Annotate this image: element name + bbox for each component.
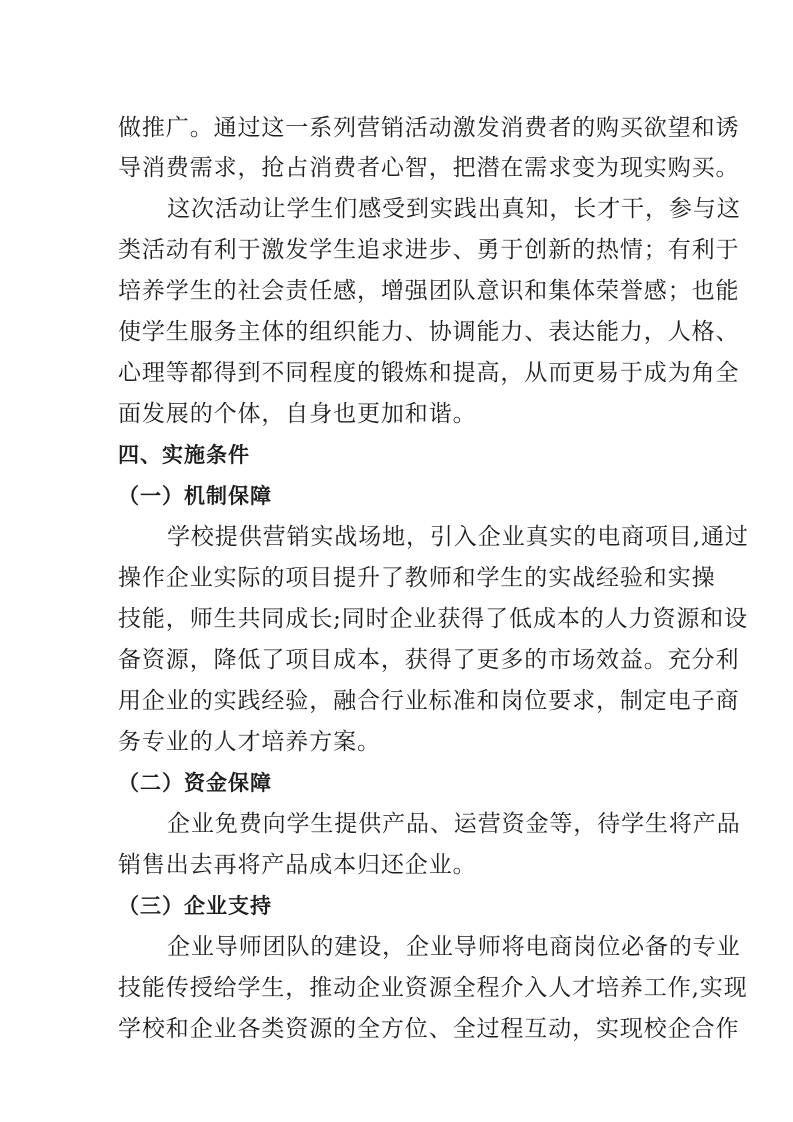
text-line: 使学生服务主体的组织能力、协调能力、表达能力，人格、	[118, 319, 740, 345]
subsection-heading: （二）资金保障	[118, 771, 272, 795]
text-line: 导消费需求，抢占消费者心智，把潜在需求变为现实购买。	[118, 155, 740, 181]
text-line: 企业导师团队的建设，企业导师将电商岗位必备的专业	[167, 934, 741, 960]
text-line: 这次活动让学生们感受到实践出真知，长才干，参与这	[167, 196, 741, 222]
text-line: 企业免费向学生提供产品、运营资金等，待学生将产品	[167, 811, 741, 837]
subsection-heading: （一）机制保障	[118, 484, 272, 508]
text-line: 备资源，降低了项目成本，获得了更多的市场效益。充分利	[118, 647, 740, 673]
section-heading: 四、实施条件	[118, 443, 250, 467]
text-line: 心理等都得到不同程度的锻炼和提高，从而更易于成为角全	[118, 360, 740, 386]
text-line: 做推广。通过这一系列营销活动激发消费者的购买欲望和诱	[118, 115, 740, 141]
text-line: 面发展的个体，自身也更加和谐。	[118, 401, 477, 427]
text-line: 学校和企业各类资源的全方位、全过程互动，实现校企合作	[118, 1016, 740, 1042]
text-line: 类活动有利于激发学生追求进步、勇于创新的热情；有利于	[118, 237, 740, 263]
text-line: 技能传授给学生，推动企业资源全程介入人才培养工作,实现	[118, 975, 748, 1001]
text-line: 用企业的实践经验，融合行业标准和岗位要求，制定电子商	[118, 688, 740, 714]
text-line: 学校提供营销实战场地，引入企业真实的电商项目,通过	[167, 524, 749, 550]
text-line: 操作企业实际的项目提升了教师和学生的实战经验和实操	[118, 565, 716, 591]
text-line: 销售出去再将产品成本归还企业。	[118, 852, 477, 878]
text-line: 务专业的人才培养方案。	[118, 729, 381, 755]
text-line: 培养学生的社会责任感，增强团队意识和集体荣誉感；也能	[118, 278, 740, 304]
text-line: 技能，师生共同成长;同时企业获得了低成本的人力资源和设	[118, 606, 749, 632]
subsection-heading: （三）企业支持	[118, 894, 272, 918]
